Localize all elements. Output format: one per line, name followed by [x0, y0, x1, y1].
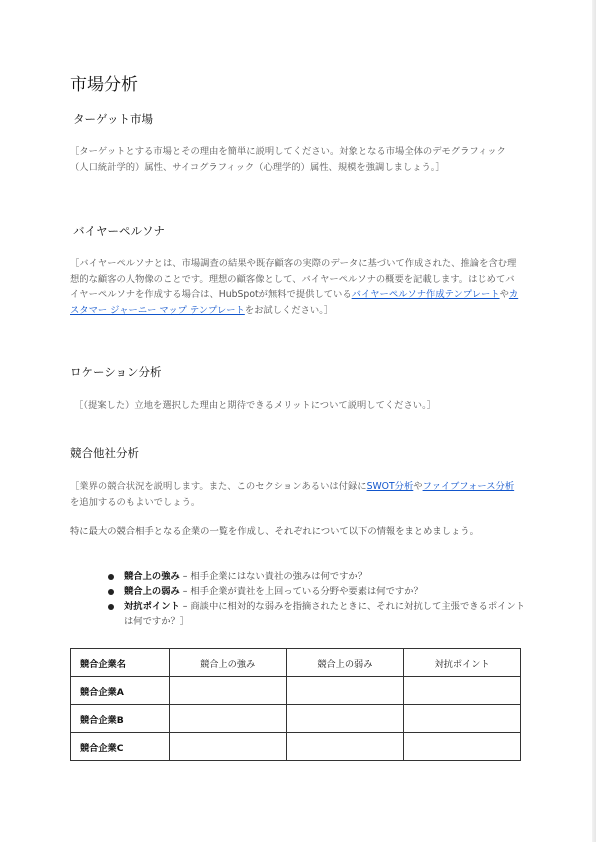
- table-header-cell: 競合上の強み: [169, 649, 286, 677]
- persona-text-1: ［バイヤーペルソナとは、市場調査の結果や既存顧客の実際のデータに基づいて作成された、推論を含む理想的な顧客の人物像のことです。理想の顧客像として、バイヤーペルソナの概要を記載します。はじめてバイヤーペルソナを作成する場合は、HubSpotが無料で提供している: [70, 258, 517, 300]
- table-cell[interactable]: [404, 705, 521, 733]
- heading-location-analysis: ロケーション分析: [70, 365, 162, 379]
- persona-template-link[interactable]: バイヤーペルソナ作成テンプレート: [351, 289, 500, 300]
- table-header-row: [71, 649, 521, 677]
- persona-text-3: をお試しください。］: [244, 304, 334, 316]
- table-cell[interactable]: [404, 677, 521, 705]
- competitor-text-2: や: [413, 481, 423, 492]
- bullet-item: [70, 584, 530, 599]
- table-cell[interactable]: [286, 733, 404, 761]
- competitor-text-1: ［業界の競合状況を説明します。また、このセクションあるいは付録に: [70, 481, 367, 492]
- journey-map-template-link[interactable]: カスタマー ジャーニー マップ テンプレート: [70, 289, 519, 316]
- heading-buyer-persona: バイヤーペルソナ: [73, 224, 165, 238]
- heading-competitor-analysis: 競合他社分析: [70, 446, 139, 460]
- target-market-body: ［ターゲットとする市場とその理由を簡単に説明してください。対象となる市場全体のデモグラフィック（人口統計学的）属性、サイコグラフィック（心理学的）属性、規模を強調しましょう。］: [70, 146, 506, 173]
- bullet-dot-icon: [108, 604, 114, 610]
- buyer-persona-body: [70, 256, 522, 318]
- competitor-bullet-list: [70, 569, 530, 629]
- bullet-text: – 商談中に相対的な弱みを指摘されたときに、それに対抗して主張できるポイントは何ですか？］: [124, 601, 526, 627]
- table-cell[interactable]: [169, 733, 286, 761]
- competitor-text-3: を追加するのもよいでしょう。: [70, 496, 201, 508]
- table-cell[interactable]: 競合企業C: [71, 733, 170, 761]
- bullet-term: 競合上の強み: [124, 571, 180, 582]
- location-analysis-body: ［（提案した）立地を選択した理由と期待できるメリットについて説明してください。］: [74, 400, 437, 411]
- persona-text-2: や: [499, 289, 509, 300]
- page-edge: [592, 0, 596, 842]
- bullet-term: 競合上の弱み: [124, 586, 180, 597]
- table-row: [71, 705, 521, 733]
- competitor-intro: [70, 479, 522, 510]
- competitor-body: 特に最大の競合相手となる企業の一覧を作成し、それぞれについて以下の情報をまとめましょう。: [70, 526, 479, 537]
- competitor-table: [70, 648, 521, 761]
- table-cell[interactable]: 競合企業B: [71, 705, 170, 733]
- swot-link[interactable]: SWOT分析: [366, 481, 414, 492]
- table-cell[interactable]: [286, 677, 404, 705]
- bullet-item: [70, 599, 530, 629]
- table-row: [71, 733, 521, 761]
- bullet-dot-icon: [108, 589, 114, 595]
- bullet-item: [70, 569, 530, 584]
- table-header-cell: 競合上の弱み: [286, 649, 404, 677]
- table-cell[interactable]: [169, 705, 286, 733]
- table-cell[interactable]: 競合企業A: [71, 677, 170, 705]
- table-cell[interactable]: [404, 733, 521, 761]
- page-title: 市場分析: [70, 75, 138, 95]
- table-cell[interactable]: [169, 677, 286, 705]
- five-forces-link[interactable]: ファイブフォース分析: [422, 481, 515, 492]
- bullet-text: – 相手企業が貴社を上回っている分野や要素は何ですか？: [179, 586, 423, 597]
- table-row: [71, 677, 521, 705]
- table-header-cell: 競合企業名: [71, 649, 170, 677]
- table-header-cell: 対抗ポイント: [404, 649, 521, 677]
- heading-target-market: ターゲット市場: [73, 112, 154, 126]
- bullet-dot-icon: [108, 574, 114, 580]
- table-cell[interactable]: [286, 705, 404, 733]
- bullet-text: – 相手企業にはない貴社の強みは何ですか？: [179, 571, 367, 582]
- bullet-term: 対抗ポイント: [124, 601, 180, 612]
